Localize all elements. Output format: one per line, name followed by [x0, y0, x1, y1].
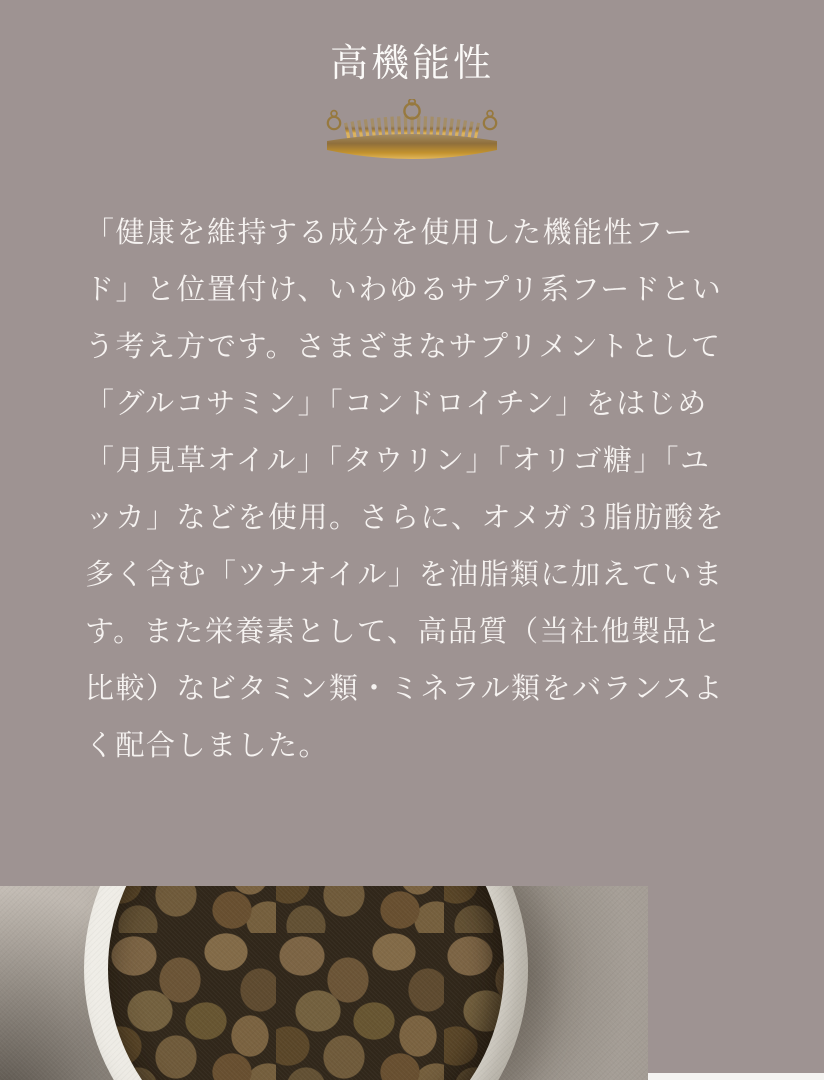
bowl	[84, 886, 528, 1080]
section-paragraph: 「健康を維持する成分を使用した機能性フード」と位置付け、いわゆるサプリ系フードという考え方です。さまざまなサプリメントとして「グルコサミン」「コンドロイチン」をはじめ「月見草オイル」「タウリン」「オリゴ糖」「ユッカ」などを使用。さらに、オメガ３脂肪酸を多く含む「ツナオイル」を油脂類に加えています。また栄養素として、高品質（当社他製品と比較）なビタミン類・ミネラル類をバランスよく配合しました。	[85, 217, 726, 762]
section-title: 高機能性	[329, 43, 494, 85]
dog-food-bowl-photo	[0, 886, 648, 1080]
kibble	[108, 886, 504, 1080]
comb-icon	[322, 99, 502, 169]
